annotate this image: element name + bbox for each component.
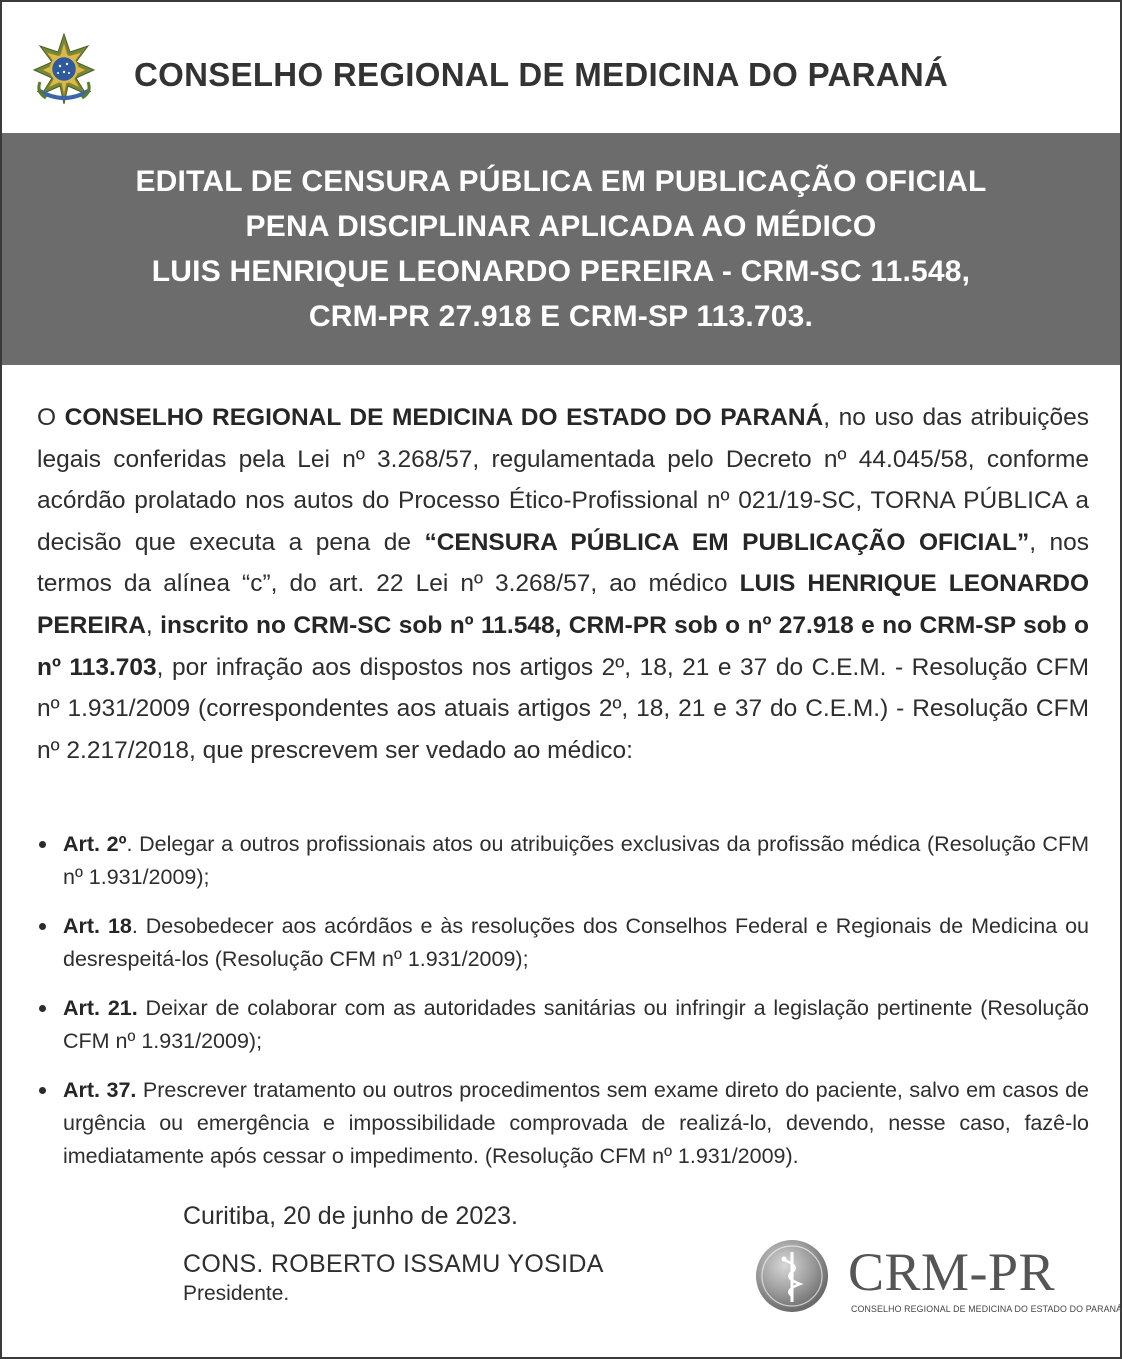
bullet-icon xyxy=(39,923,46,930)
signature-block xyxy=(183,1198,604,1308)
articles-list xyxy=(37,828,1089,1189)
registration-numbers: inscrito no CRM-SC sob nº 11.548, CRM-PR sob o nº 27.918 e no CRM-SP sob o nº 113.703 xyxy=(37,611,1089,681)
header xyxy=(2,2,1120,133)
body-paragraph xyxy=(37,397,1089,771)
doctor-name: LUIS HENRIQUE LEONARDO PEREIRA xyxy=(37,570,1090,639)
brazil-coat-of-arms-icon xyxy=(30,32,98,108)
header-title: CONSELHO REGIONAL DE MEDICINA DO PARANÁ xyxy=(134,56,949,93)
article-label: Art. 21. xyxy=(63,996,138,1020)
article-text: . Delegar a outros profissionais atos ou atribuições exclusivas da profissão médica (Resolução CFM nº 1.931/2009); xyxy=(63,832,1089,889)
logo-subtitle: CONSELHO REGIONAL DE MEDICINA DO ESTADO DO PARANÁ xyxy=(851,1304,1122,1314)
article-text: Deixar de colaborar com as autoridades sanitárias ou infringir a legislação pertinente (Resolução CFM nº 1.931/2009); xyxy=(63,996,1090,1053)
banner-line-2: PENA DISCIPLINAR APLICADA AO MÉDICO xyxy=(245,210,877,243)
council-name: CONSELHO REGIONAL DE MEDICINA DO ESTADO DO PARANÁ xyxy=(64,404,824,431)
bullet-icon xyxy=(39,841,46,848)
list-item xyxy=(37,1074,1089,1173)
list-item xyxy=(37,910,1089,976)
body-text-3: , no uso das atribuições legais conferidas pela Lei nº 3.268/57, regulamentada pelo Decreto nº 44.045/58, conforme acórdão prolatado nos autos do Processo Ético-Profissional nº 021/19-SC, TORNA PÚBLICA a decisão que executa a pena de xyxy=(37,404,1089,556)
article-text: . Desobedecer aos acórdãos e às resoluções dos Conselhos Federal e Regionais de Medicina ou desrespeitá-los (Resolução CFM nº 1.931/2009); xyxy=(63,914,1089,971)
body-text-7: , xyxy=(145,611,161,639)
caduceus-icon xyxy=(754,1238,830,1314)
signatory-name: CONS. ROBERTO ISSAMU YOSIDA xyxy=(183,1250,604,1278)
bullet-icon xyxy=(39,1005,46,1012)
bullet-icon xyxy=(39,1087,46,1094)
signature-date: Curitiba, 20 de junho de 2023. xyxy=(183,1202,518,1230)
article-label: Art. 18 xyxy=(63,914,132,938)
logo-text: CRM-PR xyxy=(848,1242,1056,1302)
body-text-9: , por infração aos dispostos nos artigos 2º, 18, 21 e 37 do C.E.M. - Resolução CFM nº 1.931/2009 (correspondentes aos atuais artigos 2º, 18, 21 e 37 do C.E.M.) - Resolução CFM nº 2.217/2018, que prescrevem ser vedado ao médico: xyxy=(37,653,1089,764)
banner-line-3: LUIS HENRIQUE LEONARDO PEREIRA - CRM-SC 11.548, xyxy=(151,255,971,288)
article-text: Prescrever tratamento ou outros procedimentos sem exame direto do paciente, salvo em casos de urgência ou emergência e impossibilidade comprovada de realizá-lo, devendo, nesse caso, fazê-lo imediatamente após cessar o impedimento. (Resolução CFM nº 1.931/2009). xyxy=(63,1078,1090,1168)
title-banner xyxy=(2,133,1120,365)
banner-line-4: CRM-PR 27.918 E CRM-SP 113.703. xyxy=(308,300,814,333)
penalty-name: “CENSURA PÚBLICA EM PUBLICAÇÃO OFICIAL” xyxy=(424,528,1030,556)
article-label: Art. 2º xyxy=(63,832,127,856)
article-label: Art. 37. xyxy=(63,1078,137,1102)
body-text-5: , nos termos da alínea “c”, do art. 22 Lei nº 3.268/57, ao médico xyxy=(37,528,1090,598)
banner-line-1: EDITAL DE CENSURA PÚBLICA EM PUBLICAÇÃO OFICIAL xyxy=(135,165,987,198)
crm-pr-logo xyxy=(754,1238,1122,1328)
list-item xyxy=(37,828,1089,894)
list-item xyxy=(37,992,1089,1058)
signatory-role: Presidente. xyxy=(183,1282,290,1305)
body-text-1: O xyxy=(37,404,65,431)
